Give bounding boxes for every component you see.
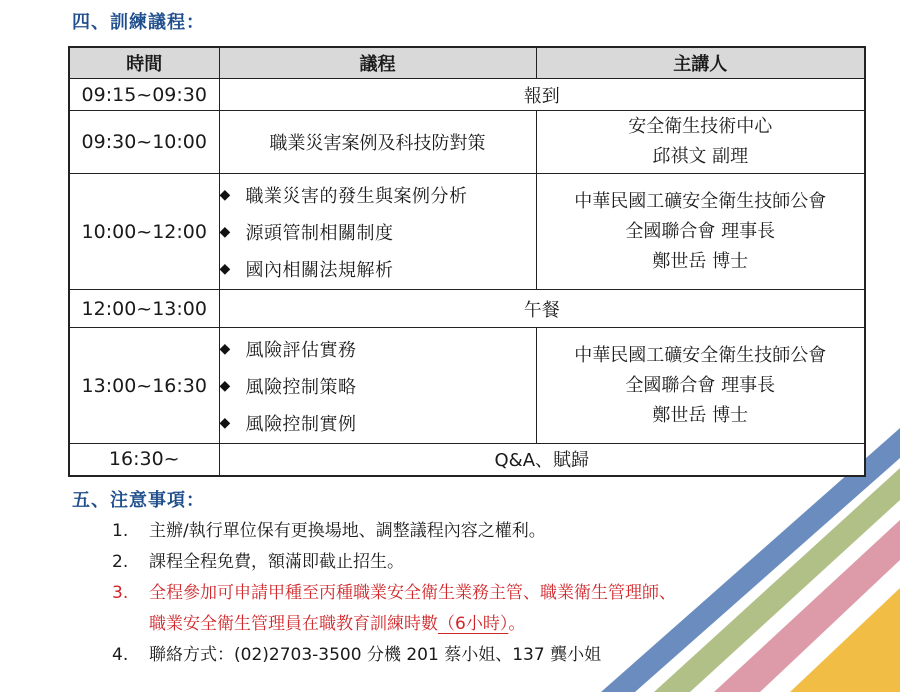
table-row	[69, 79, 865, 111]
speaker-line: 邱祺文 副理	[652, 146, 749, 167]
list-item	[112, 640, 676, 671]
agenda-cell: 職業災害案例及科技防對策	[219, 111, 536, 174]
speaker-line: 鄭世岳 博士	[652, 404, 749, 426]
header-agenda: 議程	[219, 47, 536, 79]
agenda-span-cell: 報到	[219, 79, 865, 111]
speaker-cell	[536, 111, 865, 174]
contact-text: 聯絡方式：(02)2703-3500 分機 201 蔡小姐、137 龔小姐	[149, 645, 602, 665]
item-text: 風險控制策略	[245, 376, 357, 398]
diamond-bullet-icon: ◆	[219, 414, 231, 431]
item-tail: 。	[508, 614, 526, 634]
list-item-highlight	[112, 578, 676, 640]
agenda-items-cell	[219, 174, 536, 290]
item-number: 4.	[112, 645, 129, 665]
list-item	[220, 213, 536, 250]
speaker-line: 全國聯合會 理事長	[625, 220, 776, 242]
list-item	[112, 516, 676, 547]
agenda-table	[68, 46, 866, 477]
diamond-bullet-icon: ◆	[219, 186, 231, 203]
diamond-bullet-icon: ◆	[219, 260, 231, 277]
diamond-bullet-icon: ◆	[219, 223, 231, 240]
list-item	[220, 404, 536, 441]
item-text-line-1: 全程參加可申請甲種至丙種職業安全衛生業務主管、職業衛生管理師、	[149, 583, 676, 603]
list-item	[220, 250, 536, 287]
item-number: 1.	[112, 521, 129, 541]
speaker-line: 全國聯合會 理事長	[625, 374, 776, 396]
item-text: 風險控制實例	[245, 413, 357, 435]
time-cell: 10:00~12:00	[69, 174, 219, 290]
diamond-bullet-icon: ◆	[219, 377, 231, 394]
table-header-row	[69, 47, 865, 79]
speaker-cell	[536, 328, 865, 444]
speaker-cell	[536, 174, 865, 290]
section-heading-notes: 五、注意事項：	[72, 490, 205, 511]
item-text-line-2	[149, 609, 676, 640]
speaker-line: 中華民國工礦安全衛生技師公會	[574, 190, 827, 212]
time-cell: 09:15~09:30	[69, 79, 219, 111]
item-number: 3.	[112, 583, 129, 603]
item-text: 課程全程免費，額滿即截止招生。	[149, 552, 404, 572]
table-row	[69, 111, 865, 174]
time-cell: 16:30~	[69, 444, 219, 476]
item-number: 2.	[112, 552, 129, 572]
time-cell: 13:00~16:30	[69, 328, 219, 444]
item-text: 源頭管制相關制度	[245, 222, 394, 244]
list-item	[220, 367, 536, 404]
time-cell: 12:00~13:00	[69, 290, 219, 328]
diamond-bullet-icon: ◆	[219, 340, 231, 357]
table-row	[69, 444, 865, 476]
item-text: 國內相關法規解析	[245, 259, 394, 281]
list-item	[220, 330, 536, 367]
agenda-span-cell: Q&A、賦歸	[219, 444, 865, 476]
item-text: 風險評估實務	[245, 339, 357, 361]
agenda-items-cell	[219, 328, 536, 444]
item-text: 職業安全衛生管理員在職教育訓練時數	[149, 614, 438, 634]
item-text: 主辦/執行單位保有更換場地、調整議程內容之權利。	[149, 521, 546, 541]
list-item	[220, 176, 536, 213]
time-cell: 09:30~10:00	[69, 111, 219, 174]
hours-highlight: （6小時）	[438, 614, 509, 634]
table-row	[69, 290, 865, 328]
agenda-span-cell: 午餐	[219, 290, 865, 328]
speaker-line: 鄭世岳 博士	[652, 250, 749, 272]
header-speaker: 主講人	[536, 47, 865, 79]
item-text: 職業災害的發生與案例分析	[245, 185, 468, 207]
section-heading-agenda: 四、訓練議程：	[72, 12, 205, 33]
speaker-line: 中華民國工礦安全衛生技師公會	[574, 344, 827, 366]
speaker-line: 安全衛生技術中心	[628, 116, 773, 137]
table-row	[69, 174, 865, 290]
list-item	[112, 547, 676, 578]
notes-list	[112, 516, 676, 671]
table-row	[69, 328, 865, 444]
header-time: 時間	[69, 47, 219, 79]
